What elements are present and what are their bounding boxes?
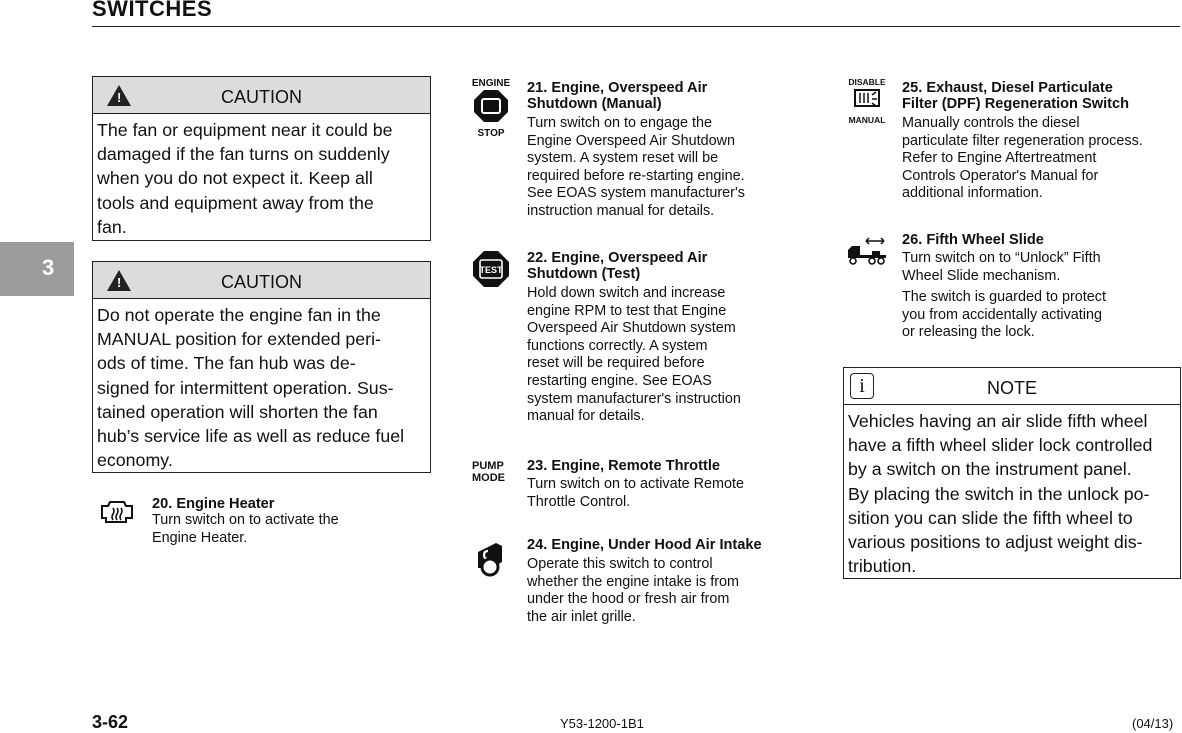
- item-line: the air inlet grille.: [527, 608, 636, 625]
- note-text: [844, 405, 1180, 582]
- info-icon: i: [850, 373, 874, 399]
- chapter-tab: [0, 242, 74, 296]
- note-label: NOTE: [986, 378, 1037, 398]
- item-line: functions correctly. A system: [527, 337, 708, 354]
- icon-label: MANUAL: [848, 115, 886, 125]
- item-title: Filter (DPF) Regeneration Switch: [902, 96, 1130, 112]
- air-intake-icon: [474, 540, 506, 583]
- item-title: Shutdown (Test): [527, 266, 641, 282]
- caution-label: CAUTION: [221, 272, 302, 292]
- item-line: Turn switch on to “Unlock” Fifth: [902, 250, 1101, 266]
- caution-line: when you do not expect it. Keep all: [97, 168, 373, 189]
- note-line: tribution.: [848, 556, 917, 577]
- item-line: Turn switch on to engage the: [527, 115, 713, 131]
- item-line: Manually controls the diesel: [902, 115, 1080, 131]
- dpf-regen-icon: [846, 78, 888, 125]
- caution-line: The fan or equipment near it could be: [97, 120, 393, 140]
- caution-line: tools and equipment away from the: [97, 192, 374, 213]
- item-title: 21. Engine, Overspeed Air: [527, 80, 708, 96]
- engine-test-icon: [472, 250, 510, 293]
- item-line: Turn switch on to activate Remote: [527, 476, 745, 492]
- icon-label: STOP: [477, 128, 505, 139]
- caution-label: CAUTION: [221, 87, 302, 107]
- item-line: under the hood or fresh air from: [527, 591, 730, 608]
- item-line: Engine Heater.: [152, 529, 248, 546]
- item-title: 25. Exhaust, Diesel Particulate: [902, 80, 1113, 96]
- pump-mode-icon: [472, 460, 505, 484]
- icon-label: MODE: [472, 472, 505, 484]
- caution-line: damaged if the fan turns on suddenly: [97, 144, 390, 165]
- item-line: manual for details.: [527, 408, 645, 425]
- item-line: Overspeed Air Shutdown system: [527, 320, 736, 337]
- item-line: reset will be required before: [527, 355, 705, 372]
- note-header: [844, 368, 1180, 405]
- caution-line: ods of time. The fan hub was de-: [97, 353, 356, 374]
- revision-date: (04/13): [1132, 716, 1174, 731]
- item-fifth-wheel-slide: [902, 232, 1106, 342]
- item-line: you from accidentally activating: [902, 306, 1102, 323]
- item-title: 20. Engine Heater: [152, 496, 275, 512]
- icon-label: DISABLE: [848, 77, 886, 87]
- item-line: Wheel Slide mechanism.: [902, 267, 1061, 284]
- caution-text: [93, 114, 430, 243]
- caution-line: tained operation will shorten the fan: [97, 401, 378, 422]
- item-title: 22. Engine, Overspeed Air: [527, 250, 708, 266]
- note-line: by a switch on the instrument panel.: [848, 459, 1132, 480]
- icon-label: ENGINE: [471, 78, 511, 89]
- item-line: The switch is guarded to protect: [902, 289, 1106, 306]
- icon-label: PUMP: [472, 460, 504, 472]
- engine-stop-icon: [470, 78, 512, 139]
- item-line: Engine Overspeed Air Shutdown: [527, 132, 735, 149]
- item-line: Turn switch on to activate the: [152, 512, 339, 528]
- item-title: Shutdown (Manual): [527, 96, 662, 112]
- note-line: By placing the switch in the unlock po-: [848, 483, 1150, 504]
- item-title: 23. Engine, Remote Throttle: [527, 458, 720, 474]
- item-line: Refer to Engine Aftertreatment: [902, 150, 1097, 167]
- icon-label: TEST: [479, 265, 503, 275]
- item-remote-throttle: [527, 458, 744, 511]
- item-title: 26. Fifth Wheel Slide: [902, 232, 1044, 248]
- item-title: 24. Engine, Under Hood Air Intake: [527, 537, 762, 553]
- caution-line: signed for intermittent operation. Sus-: [97, 377, 394, 398]
- item-line: Throttle Control.: [527, 493, 631, 510]
- item-line: system. A system reset will be: [527, 150, 719, 167]
- caution-header: [93, 77, 430, 114]
- item-line: Operate this switch to control: [527, 556, 713, 572]
- item-line: whether the engine intake is from: [527, 573, 739, 590]
- caution-line: economy.: [97, 450, 173, 471]
- item-line: restarting engine. See EOAS: [527, 372, 712, 389]
- caution-line: hub’s service life as well as reduce fuel: [97, 426, 405, 447]
- note-line: have a fifth wheel slider lock controlled: [848, 435, 1153, 456]
- caution-box-fan-damage: [92, 76, 431, 241]
- note-line: various positions to adjust weight dis-: [848, 532, 1143, 553]
- item-line: See EOAS system manufacturer's: [527, 185, 745, 202]
- item-engine-heater: [152, 496, 339, 547]
- page-number: 3-62: [92, 712, 129, 732]
- item-line: engine RPM to test that Engine: [527, 302, 727, 319]
- item-dpf-regen: [902, 80, 1143, 203]
- item-line: Hold down switch and increase: [527, 285, 726, 301]
- item-overspeed-test: [527, 250, 741, 426]
- item-line: system manufacturer's instruction: [527, 390, 741, 407]
- caution-line: Do not operate the engine fan in the: [97, 305, 381, 325]
- note-line: sition you can slide the fifth wheel to: [848, 507, 1133, 528]
- item-line: particulate filter regeneration process.: [902, 132, 1143, 149]
- item-line: additional information.: [902, 185, 1043, 202]
- caution-box-fan-manual: [92, 261, 431, 473]
- chapter-number: 3: [42, 255, 55, 280]
- item-under-hood-intake: [527, 537, 762, 626]
- item-line: required before re-starting engine.: [527, 167, 745, 184]
- item-line: instruction manual for details.: [527, 202, 715, 219]
- caution-line: fan.: [97, 216, 127, 237]
- item-line: Controls Operator's Manual for: [902, 167, 1099, 184]
- engine-heater-icon: [98, 494, 136, 533]
- caution-line: MANUAL position for extended peri-: [97, 329, 381, 350]
- item-overspeed-manual: [527, 80, 745, 221]
- header-rule: [92, 26, 1180, 27]
- page-title: SWITCHES: [92, 0, 213, 21]
- item-line: or releasing the lock.: [902, 324, 1035, 341]
- caution-header: [93, 262, 430, 299]
- caution-text: [93, 299, 430, 476]
- note-line: Vehicles having an air slide fifth wheel: [848, 411, 1148, 431]
- fifth-wheel-slide-icon: [846, 236, 888, 271]
- document-number: Y53-1200-1B1: [560, 716, 644, 731]
- note-box-fifth-wheel: [843, 367, 1181, 579]
